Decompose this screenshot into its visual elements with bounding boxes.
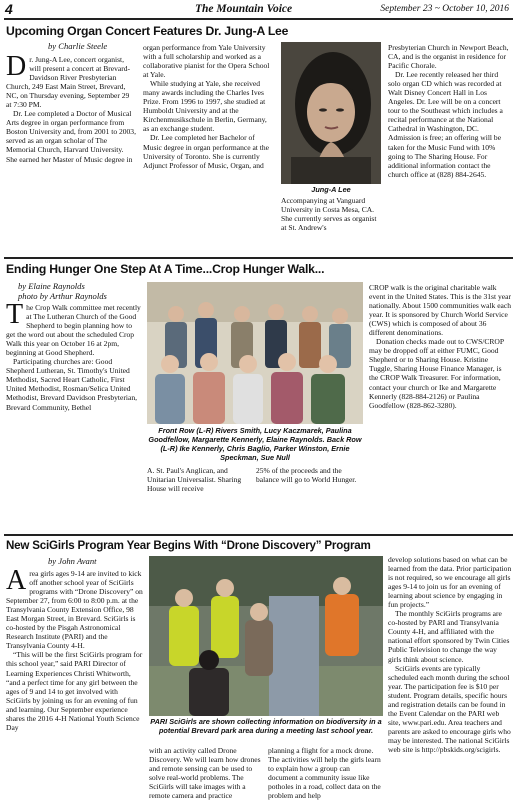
article1-dropcap: D bbox=[6, 55, 27, 82]
article3-paragraph: rea girls ages 9-14 are invited to kick off another school year of SciGirls programs with “Drone Discovery” on September 27, from 6:00 to 8:00 p.m. at the Transylvania County Extension Office, 98 East Morgan Street, in Brevard. SciGirls is co-hosted by the Pisgah Astronomical Research Institute (PARI) and the Transylvania County 4-H. bbox=[6, 569, 143, 651]
article1-headline: Upcoming Organ Concert Features Dr. Jung-A Lee bbox=[6, 24, 289, 38]
article2-photo-credit: photo by Arthur Raynolds bbox=[18, 291, 107, 301]
article3-column-1 bbox=[6, 569, 143, 799]
article2-paragraph: CROP walk is the original charitable walk event in the United States. This is the 31st year nationally. About 1500 communities walk each year. It is sponsored by Church World Service (CWS) which is composed of about 36 different denominations. bbox=[369, 283, 512, 338]
fieldwork-illustration bbox=[149, 556, 383, 716]
article3-byline: by John Avant bbox=[48, 556, 97, 566]
header-rule bbox=[4, 18, 513, 20]
article3-column-3b bbox=[268, 746, 381, 800]
article1-column-2 bbox=[143, 43, 274, 253]
article1-paragraph: Dr. Lee recently released her third solo organ CD which was recorded at Walt Disney Concert Hall in Los Angeles. Dr. Lee will be on a concert tour to the Southeast which includes a recital performance at the National Cathedral in Washington, DC. Admission is free; an offering will be taken for the Music Fund with 10% going to The Sharing House. For additional information contact the church office at (828) 884-2645. bbox=[388, 70, 503, 179]
article2-paragraph: he Crop Walk committee met recently at The Lutheran Church of the Good Shepherd to begin planning how to get the word out about the scheduled Crop Walk this year on October 16 at 2pm, beginning at Good Shepherd. bbox=[6, 303, 141, 358]
issue-date: September 23 ~ October 10, 2016 bbox=[380, 4, 509, 14]
article2-column-2b bbox=[147, 466, 251, 526]
article3-paragraph: planning a flight for a mock drone. The activities will help the girls learn to explain how a group can document a community issue like potholes in a road, collect data on the problem and help bbox=[268, 746, 381, 800]
article3-photo-caption: PARI SciGirls are shown collecting information on biodiversity in a potential Brevard park area during a meeting last school year. bbox=[150, 717, 382, 735]
article1-paragraph: r. Jung-A Lee, concert organist, will present a concert at Brevard-Davidson River Presbyterian Church, 249 East Main Street, Brevard, NC, on Thursday evening, September 29 at 7:30 PM. bbox=[6, 55, 131, 110]
article3-headline: New SciGirls Program Year Begins With “Drone Discovery” Program bbox=[6, 539, 371, 552]
article2-column-1 bbox=[6, 303, 141, 535]
article1-column-2b bbox=[281, 196, 381, 254]
masthead-title: The Mountain Voice bbox=[195, 3, 293, 15]
article1-paragraph: Presbyterian Church in Newport Beach, CA, and is the organist in residence for Pacific Chorale. bbox=[388, 43, 509, 71]
article1-photo-caption: Jung-A Lee bbox=[311, 185, 351, 194]
article2-column-3b bbox=[256, 466, 360, 526]
article1-column-1 bbox=[6, 55, 136, 253]
jung-a-lee-photo bbox=[281, 42, 381, 184]
article2-paragraph: 25% of the proceeds and the balance will go to World Hunger. bbox=[256, 466, 357, 485]
article3-column-2b bbox=[149, 746, 262, 800]
article2-paragraph: Participating churches are: Good Shepherd Lutheran, St. Timothy's United Methodist, Sacred Heart Catholic, First United Methodist, Rosman/Selica United Methodist, Brevard Davidson Presbyterian, Brevard Community, Bethel bbox=[6, 357, 137, 412]
article3-paragraph: develop solutions based on what can be learned from the data. Prior participation is not required, so we encourage all girls ages 9-14 to join us for an evening of learning about science by engaging in fun projects.” bbox=[388, 555, 512, 610]
article2-paragraph: A. St. Paul's Anglican, and Unitarian Universalist. Sharing House will receive bbox=[147, 466, 242, 494]
article2-paragraph: Donation checks made out to CWS/CROP may be dropped off at either FUMC, Good Shepherd or to Sharing House. Kristine Tuggle, Sharing House Finance Manager, is the CROP Walk Treasurer. For information, contact your church or Ike and Margarette Kennerly (828-884-2126) or Paulina Goodfellow (828-862-3280). bbox=[369, 337, 504, 410]
article1-paragraph: Dr. Lee completed a Doctor of Musical Arts degree in organ performance from Boston University and, from 2001 to 2003, served as an organ scholar of The Memorial Church, Harvard University. She earned her Master of Music degree in bbox=[6, 109, 136, 164]
article3-paragraph: The monthly SciGirls programs are co-hosted by PARI and Transylvania County 4-H, and affiliated with the national effort sponsored by Twin Cities Public Television to change the way girls think about science. bbox=[388, 609, 510, 664]
scigirls-fieldwork-photo bbox=[149, 556, 383, 716]
crop-walk-committee-photo bbox=[147, 282, 363, 424]
article1-paragraph: While studying at Yale, she received many awards including the Charles Ives Prize. From 1996 to 1997, she studied at Humboldt University and at the Kirchenmusikschule in Berlin, Germany, as an exchange student. bbox=[143, 79, 267, 134]
article3-paragraph: with an activity called Drone Discovery. We will learn how drones and remote sensing can be used to solve real-world problems. The SciGirls will take images with a remote camera and practice bbox=[149, 746, 261, 800]
article3-dropcap: A bbox=[6, 569, 27, 596]
article1-paragraph: Accompanying at Vanguard University in Costa Mesa, CA. She currently serves as organist at St. Andrew's bbox=[281, 196, 377, 233]
group-illustration bbox=[147, 282, 363, 424]
article1-column-3 bbox=[388, 43, 512, 255]
article2-photo-caption: Front Row (L-R) Rivers Smith, Lucy Kaczmarek, Paulina Goodfellow, Margarette Kennerly, Elaine Raynolds. Back Row (L-R) Ike Kennerly, Chris Baglio, Parker Winston, Ernie Speckman, Sue Null bbox=[148, 426, 362, 462]
article3-column-4 bbox=[388, 555, 512, 799]
article3-paragraph: “This will be the first SciGirls program for this school year,” said PARI Director of Learning Experiences Christi Whitworth, “and a perfect time for any girl between the ages of 9 and 14 to get involved with SciGirls by joining us for an evening of fun and learning. Our September experience shares the 2016 4-H National Youth Science Day bbox=[6, 650, 143, 732]
article2-headline: Ending Hunger One Step At A Time...Crop Hunger Walk... bbox=[6, 262, 325, 276]
page-number: 4 bbox=[5, 1, 13, 17]
article1-paragraph: Dr. Lee completed her Bachelor of Music degree in organ performance at the University of Toronto. She is currently Adjunct Professor of Music, Organ, and bbox=[143, 133, 270, 170]
section-rule-1 bbox=[4, 257, 513, 259]
article1-byline: by Charlie Steele bbox=[48, 41, 108, 51]
article2-byline: by Elaine Raynolds bbox=[18, 281, 85, 291]
article2-dropcap: T bbox=[6, 303, 24, 330]
article3-paragraph: SciGirls events are typically scheduled each month during the school year. The participation fee is $10 per student. Program details, specific hours and registration details can be found in the Event Calendar on the PARI web site, www.pari.edu. Area teachers and parents are asked to encourage girls who may be interested. The national SciGirls web site is http://pbskids.org/scigirls. bbox=[388, 663, 511, 754]
section-rule-2 bbox=[4, 534, 513, 536]
article2-column-4 bbox=[369, 283, 512, 533]
article1-paragraph: organ performance from Yale University with a full scholarship and worked as a collaborative pianist for the Opera School at Yale. bbox=[143, 43, 270, 80]
portrait-illustration bbox=[281, 42, 381, 184]
